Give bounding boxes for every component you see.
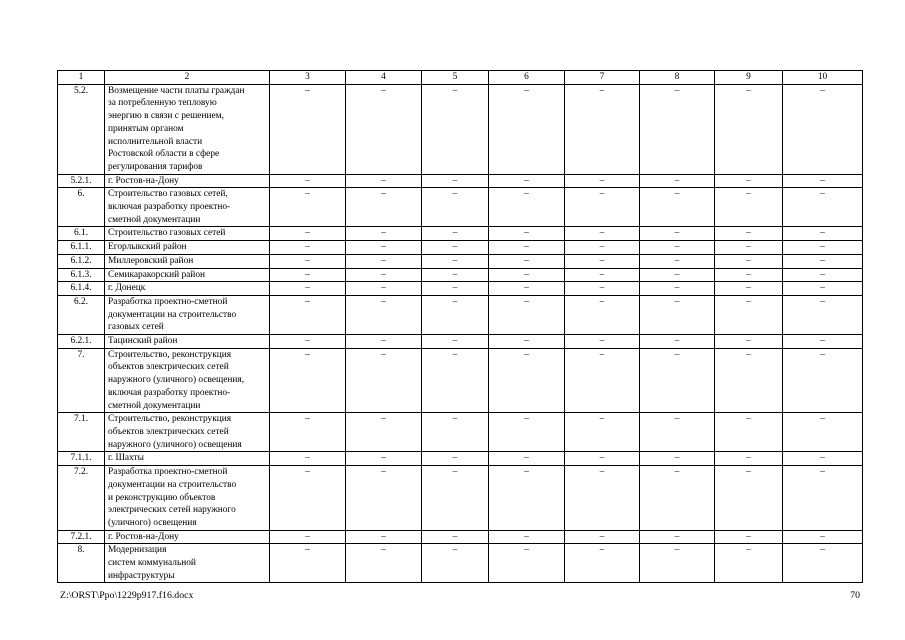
row-description-cell: Строительство, реконструкция объектов электрических сетей наружного (уличного) освещения, включая разработку проектно- сметной документации xyxy=(105,348,270,413)
value-cell: – xyxy=(489,530,565,544)
value-cell: – xyxy=(565,268,640,282)
header-cell: 4 xyxy=(346,71,422,85)
header-cell: 6 xyxy=(489,71,565,85)
value-cell: – xyxy=(489,84,565,174)
value-cell: – xyxy=(489,295,565,334)
value-cell: – xyxy=(565,335,640,349)
value-cell: – xyxy=(565,452,640,466)
value-cell: – xyxy=(640,241,715,255)
row-description-cell: г. Ростов-на-Дону xyxy=(105,174,270,188)
value-cell: – xyxy=(783,188,863,227)
header-cell: 1 xyxy=(58,71,105,85)
value-cell: – xyxy=(715,254,783,268)
value-cell: – xyxy=(422,530,489,544)
value-cell: – xyxy=(783,348,863,413)
value-cell: – xyxy=(715,282,783,296)
table-row xyxy=(58,254,863,268)
table-row xyxy=(58,413,863,452)
value-cell: – xyxy=(346,84,422,174)
value-cell: – xyxy=(270,544,346,583)
row-number-cell: 7.2. xyxy=(58,466,105,531)
footer-file-path: Z:\ORST\Ppo\1229p917.f16.docx xyxy=(60,590,194,601)
value-cell: – xyxy=(640,335,715,349)
row-number-cell: 6.1. xyxy=(58,227,105,241)
table-row xyxy=(58,466,863,531)
row-description-cell: Строительство, реконструкция объектов электрических сетей наружного (уличного) освещения xyxy=(105,413,270,452)
value-cell: – xyxy=(270,254,346,268)
table-row xyxy=(58,174,863,188)
header-cell: 7 xyxy=(565,71,640,85)
value-cell: – xyxy=(715,544,783,583)
value-cell: – xyxy=(346,413,422,452)
header-cell: 3 xyxy=(270,71,346,85)
value-cell: – xyxy=(489,227,565,241)
value-cell: – xyxy=(783,268,863,282)
value-cell: – xyxy=(783,295,863,334)
header-cell: 5 xyxy=(422,71,489,85)
value-cell: – xyxy=(565,466,640,531)
value-cell: – xyxy=(715,335,783,349)
value-cell: – xyxy=(783,466,863,531)
value-cell: – xyxy=(346,254,422,268)
value-cell: – xyxy=(640,84,715,174)
value-cell: – xyxy=(640,268,715,282)
value-cell: – xyxy=(489,254,565,268)
value-cell: – xyxy=(422,348,489,413)
value-cell: – xyxy=(270,188,346,227)
value-cell: – xyxy=(270,452,346,466)
value-cell: – xyxy=(422,241,489,255)
row-number-cell: 6.1.3. xyxy=(58,268,105,282)
table-row xyxy=(58,530,863,544)
value-cell: – xyxy=(422,268,489,282)
row-description-cell: Тацинский район xyxy=(105,335,270,349)
row-description-cell: Возмещение части платы граждан за потребленную тепловую энергию в связи с решением, принятым органом исполнительной власти Ростовской области в сфере регулирования тарифов xyxy=(105,84,270,174)
value-cell: – xyxy=(715,84,783,174)
row-number-cell: 8. xyxy=(58,544,105,583)
value-cell: – xyxy=(489,348,565,413)
value-cell: – xyxy=(270,282,346,296)
row-description-cell: г. Шахты xyxy=(105,452,270,466)
row-number-cell: 7. xyxy=(58,348,105,413)
value-cell: – xyxy=(422,227,489,241)
row-description-cell: Разработка проектно-сметной документации на строительство и реконструкцию объектов электрических сетей наружного (уличного) освещения xyxy=(105,466,270,531)
value-cell: – xyxy=(715,452,783,466)
header-cell: 8 xyxy=(640,71,715,85)
row-number-cell: 6.1.4. xyxy=(58,282,105,296)
row-number-cell: 7.2.1. xyxy=(58,530,105,544)
value-cell: – xyxy=(565,254,640,268)
value-cell: – xyxy=(640,295,715,334)
value-cell: – xyxy=(346,530,422,544)
table-row xyxy=(58,84,863,174)
row-description-cell: г. Ростов-на-Дону xyxy=(105,530,270,544)
value-cell: – xyxy=(489,413,565,452)
value-cell: – xyxy=(783,544,863,583)
table-row xyxy=(58,282,863,296)
value-cell: – xyxy=(565,413,640,452)
value-cell: – xyxy=(565,227,640,241)
value-cell: – xyxy=(346,188,422,227)
value-cell: – xyxy=(422,413,489,452)
value-cell: – xyxy=(422,188,489,227)
value-cell: – xyxy=(489,174,565,188)
value-cell: – xyxy=(783,84,863,174)
value-cell: – xyxy=(783,335,863,349)
table-row xyxy=(58,544,863,583)
row-description-cell: Миллеровский район xyxy=(105,254,270,268)
value-cell: – xyxy=(715,295,783,334)
value-cell: – xyxy=(489,268,565,282)
row-number-cell: 7.1.1. xyxy=(58,452,105,466)
value-cell: – xyxy=(640,174,715,188)
row-number-cell: 6.2.1. xyxy=(58,335,105,349)
value-cell: – xyxy=(489,335,565,349)
table-row xyxy=(58,268,863,282)
value-cell: – xyxy=(346,295,422,334)
value-cell: – xyxy=(640,530,715,544)
value-cell: – xyxy=(783,530,863,544)
value-cell: – xyxy=(270,530,346,544)
header-cell: 10 xyxy=(783,71,863,85)
value-cell: – xyxy=(346,174,422,188)
table-row xyxy=(58,335,863,349)
value-cell: – xyxy=(489,466,565,531)
row-number-cell: 6.2. xyxy=(58,295,105,334)
table-row xyxy=(58,348,863,413)
value-cell: – xyxy=(783,452,863,466)
value-cell: – xyxy=(565,188,640,227)
value-cell: – xyxy=(270,295,346,334)
value-cell: – xyxy=(783,413,863,452)
value-cell: – xyxy=(422,282,489,296)
data-table xyxy=(57,70,863,583)
value-cell: – xyxy=(640,452,715,466)
row-description-cell: Модернизация систем коммунальной инфраструктуры xyxy=(105,544,270,583)
value-cell: – xyxy=(422,84,489,174)
value-cell: – xyxy=(565,241,640,255)
value-cell: – xyxy=(346,227,422,241)
value-cell: – xyxy=(565,282,640,296)
row-number-cell: 6.1.2. xyxy=(58,254,105,268)
value-cell: – xyxy=(715,413,783,452)
page-number: 70 xyxy=(850,590,860,601)
value-cell: – xyxy=(346,335,422,349)
value-cell: – xyxy=(715,188,783,227)
value-cell: – xyxy=(783,227,863,241)
value-cell: – xyxy=(270,84,346,174)
value-cell: – xyxy=(270,268,346,282)
row-description-cell: Семикаракорский район xyxy=(105,268,270,282)
value-cell: – xyxy=(783,241,863,255)
value-cell: – xyxy=(640,413,715,452)
value-cell: – xyxy=(565,174,640,188)
value-cell: – xyxy=(422,452,489,466)
value-cell: – xyxy=(715,227,783,241)
value-cell: – xyxy=(270,335,346,349)
value-cell: – xyxy=(346,348,422,413)
table-row xyxy=(58,227,863,241)
value-cell: – xyxy=(715,466,783,531)
value-cell: – xyxy=(422,544,489,583)
table-header-row xyxy=(58,71,863,85)
value-cell: – xyxy=(715,348,783,413)
value-cell: – xyxy=(640,282,715,296)
value-cell: – xyxy=(270,466,346,531)
document-table-wrapper xyxy=(57,70,862,583)
value-cell: – xyxy=(565,530,640,544)
value-cell: – xyxy=(715,174,783,188)
value-cell: – xyxy=(640,254,715,268)
value-cell: – xyxy=(640,227,715,241)
value-cell: – xyxy=(346,544,422,583)
value-cell: – xyxy=(640,466,715,531)
value-cell: – xyxy=(640,544,715,583)
value-cell: – xyxy=(783,282,863,296)
row-number-cell: 6. xyxy=(58,188,105,227)
value-cell: – xyxy=(783,254,863,268)
value-cell: – xyxy=(489,282,565,296)
value-cell: – xyxy=(346,466,422,531)
value-cell: – xyxy=(422,295,489,334)
value-cell: – xyxy=(715,241,783,255)
value-cell: – xyxy=(346,268,422,282)
value-cell: – xyxy=(270,413,346,452)
row-description-cell: Строительство газовых сетей xyxy=(105,227,270,241)
value-cell: – xyxy=(715,268,783,282)
value-cell: – xyxy=(346,241,422,255)
table-row xyxy=(58,188,863,227)
value-cell: – xyxy=(422,335,489,349)
value-cell: – xyxy=(640,348,715,413)
header-cell: 9 xyxy=(715,71,783,85)
value-cell: – xyxy=(640,188,715,227)
value-cell: – xyxy=(270,348,346,413)
value-cell: – xyxy=(715,530,783,544)
value-cell: – xyxy=(489,188,565,227)
table-row xyxy=(58,295,863,334)
value-cell: – xyxy=(346,452,422,466)
value-cell: – xyxy=(489,241,565,255)
value-cell: – xyxy=(783,174,863,188)
table-row xyxy=(58,452,863,466)
value-cell: – xyxy=(270,174,346,188)
value-cell: – xyxy=(422,466,489,531)
value-cell: – xyxy=(422,254,489,268)
value-cell: – xyxy=(489,544,565,583)
row-description-cell: Разработка проектно-сметной документации на строительство газовых сетей xyxy=(105,295,270,334)
value-cell: – xyxy=(565,348,640,413)
value-cell: – xyxy=(565,544,640,583)
value-cell: – xyxy=(270,241,346,255)
row-number-cell: 5.2.1. xyxy=(58,174,105,188)
value-cell: – xyxy=(565,84,640,174)
value-cell: – xyxy=(565,295,640,334)
row-description-cell: Строительство газовых сетей, включая разработку проектно- сметной документации xyxy=(105,188,270,227)
value-cell: – xyxy=(270,227,346,241)
table-row xyxy=(58,241,863,255)
value-cell: – xyxy=(422,174,489,188)
row-number-cell: 6.1.1. xyxy=(58,241,105,255)
row-description-cell: Егорлыкский район xyxy=(105,241,270,255)
row-number-cell: 7.1. xyxy=(58,413,105,452)
value-cell: – xyxy=(489,452,565,466)
row-description-cell: г. Донецк xyxy=(105,282,270,296)
row-number-cell: 5.2. xyxy=(58,84,105,174)
header-cell: 2 xyxy=(105,71,270,85)
value-cell: – xyxy=(346,282,422,296)
